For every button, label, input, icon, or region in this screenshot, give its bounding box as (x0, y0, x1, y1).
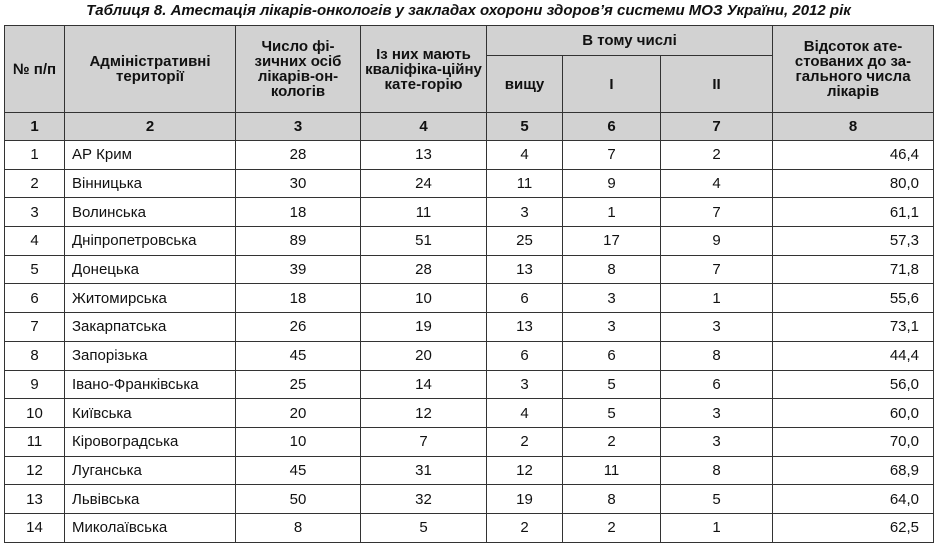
table-row (5, 227, 934, 256)
cell-second: 9 (661, 227, 773, 256)
cell-qualified: 28 (361, 255, 487, 284)
cell-total: 30 (236, 169, 361, 198)
cell-territory: Івано-Франківська (65, 370, 236, 399)
cell-first: 5 (563, 399, 661, 428)
cell-no: 4 (5, 227, 65, 256)
cell-first: 8 (563, 255, 661, 284)
column-number: 5 (487, 113, 563, 141)
cell-higher: 4 (487, 141, 563, 170)
cell-first: 2 (563, 427, 661, 456)
cell-higher: 4 (487, 399, 563, 428)
table-row (5, 456, 934, 485)
cell-second: 6 (661, 370, 773, 399)
cell-higher: 13 (487, 313, 563, 342)
cell-second: 4 (661, 169, 773, 198)
cell-qualified: 31 (361, 456, 487, 485)
cell-qualified: 51 (361, 227, 487, 256)
table-caption: Таблиця 8. Атестація лікарів-онкологів у закладах охорони здоров’я системи МОЗ України, 2012 рік (86, 2, 851, 19)
cell-total: 50 (236, 485, 361, 514)
cell-percent: 68,9 (773, 456, 934, 485)
cell-percent: 70,0 (773, 427, 934, 456)
cell-first: 11 (563, 456, 661, 485)
cell-higher: 11 (487, 169, 563, 198)
cell-higher: 2 (487, 513, 563, 542)
cell-percent: 80,0 (773, 169, 934, 198)
cell-territory: Миколаївська (65, 513, 236, 542)
table-row (5, 485, 934, 514)
table-row (5, 341, 934, 370)
cell-percent: 61,1 (773, 198, 934, 227)
cell-first: 6 (563, 341, 661, 370)
cell-no: 8 (5, 341, 65, 370)
cell-total: 10 (236, 427, 361, 456)
cell-total: 89 (236, 227, 361, 256)
table-row (5, 198, 934, 227)
cell-higher: 25 (487, 227, 563, 256)
table-row (5, 513, 934, 542)
cell-total: 26 (236, 313, 361, 342)
cell-no: 12 (5, 456, 65, 485)
header-second: II (661, 56, 773, 113)
cell-qualified: 19 (361, 313, 487, 342)
cell-total: 18 (236, 198, 361, 227)
cell-first: 2 (563, 513, 661, 542)
cell-second: 1 (661, 513, 773, 542)
attestation-table (4, 25, 934, 543)
header-qualified: Із них мають кваліфіка-ційну кате-горію (361, 26, 487, 113)
cell-higher: 3 (487, 370, 563, 399)
column-number: 4 (361, 113, 487, 141)
cell-no: 14 (5, 513, 65, 542)
header-no: № п/п (5, 26, 65, 113)
cell-total: 25 (236, 370, 361, 399)
table-row (5, 313, 934, 342)
cell-territory: Вінницька (65, 169, 236, 198)
cell-percent: 55,6 (773, 284, 934, 313)
cell-territory: АР Крим (65, 141, 236, 170)
table-row (5, 255, 934, 284)
cell-territory: Закарпатська (65, 313, 236, 342)
header-territory: Адміністративні території (65, 26, 236, 113)
column-number: 3 (236, 113, 361, 141)
cell-qualified: 14 (361, 370, 487, 399)
cell-total: 18 (236, 284, 361, 313)
cell-first: 1 (563, 198, 661, 227)
cell-qualified: 32 (361, 485, 487, 514)
cell-total: 20 (236, 399, 361, 428)
table-row (5, 284, 934, 313)
cell-territory: Дніпропетровська (65, 227, 236, 256)
header-first: I (563, 56, 661, 113)
cell-qualified: 7 (361, 427, 487, 456)
cell-first: 8 (563, 485, 661, 514)
cell-percent: 71,8 (773, 255, 934, 284)
cell-no: 9 (5, 370, 65, 399)
cell-percent: 60,0 (773, 399, 934, 428)
cell-first: 5 (563, 370, 661, 399)
cell-first: 9 (563, 169, 661, 198)
cell-first: 3 (563, 284, 661, 313)
cell-second: 7 (661, 255, 773, 284)
cell-qualified: 20 (361, 341, 487, 370)
cell-total: 45 (236, 456, 361, 485)
cell-percent: 57,3 (773, 227, 934, 256)
cell-first: 3 (563, 313, 661, 342)
cell-percent: 46,4 (773, 141, 934, 170)
cell-qualified: 13 (361, 141, 487, 170)
cell-percent: 44,4 (773, 341, 934, 370)
table-row (5, 427, 934, 456)
header-including: В тому числі (487, 26, 773, 56)
cell-no: 3 (5, 198, 65, 227)
column-number: 8 (773, 113, 934, 141)
cell-territory: Львівська (65, 485, 236, 514)
cell-second: 3 (661, 399, 773, 428)
cell-higher: 6 (487, 341, 563, 370)
cell-higher: 2 (487, 427, 563, 456)
cell-territory: Донецька (65, 255, 236, 284)
cell-territory: Запорізька (65, 341, 236, 370)
cell-qualified: 5 (361, 513, 487, 542)
table-row (5, 141, 934, 170)
cell-percent: 73,1 (773, 313, 934, 342)
cell-first: 7 (563, 141, 661, 170)
cell-no: 6 (5, 284, 65, 313)
cell-second: 8 (661, 341, 773, 370)
cell-qualified: 12 (361, 399, 487, 428)
cell-second: 3 (661, 313, 773, 342)
header-percent: Відсоток ате-стованих до за-гального числа лікарів (773, 26, 934, 113)
cell-no: 1 (5, 141, 65, 170)
cell-total: 8 (236, 513, 361, 542)
cell-second: 1 (661, 284, 773, 313)
cell-no: 2 (5, 169, 65, 198)
cell-second: 8 (661, 456, 773, 485)
cell-territory: Кіровоградська (65, 427, 236, 456)
column-number: 1 (5, 113, 65, 141)
cell-percent: 62,5 (773, 513, 934, 542)
cell-higher: 12 (487, 456, 563, 485)
cell-qualified: 10 (361, 284, 487, 313)
cell-no: 5 (5, 255, 65, 284)
cell-qualified: 11 (361, 198, 487, 227)
cell-percent: 56,0 (773, 370, 934, 399)
cell-first: 17 (563, 227, 661, 256)
cell-second: 5 (661, 485, 773, 514)
cell-total: 28 (236, 141, 361, 170)
header-higher: вищу (487, 56, 563, 113)
cell-no: 11 (5, 427, 65, 456)
cell-territory: Київська (65, 399, 236, 428)
cell-no: 7 (5, 313, 65, 342)
cell-second: 3 (661, 427, 773, 456)
cell-total: 39 (236, 255, 361, 284)
cell-second: 2 (661, 141, 773, 170)
cell-no: 10 (5, 399, 65, 428)
table-row (5, 370, 934, 399)
cell-higher: 6 (487, 284, 563, 313)
table-row (5, 399, 934, 428)
cell-higher: 19 (487, 485, 563, 514)
cell-second: 7 (661, 198, 773, 227)
cell-territory: Волинська (65, 198, 236, 227)
cell-qualified: 24 (361, 169, 487, 198)
cell-no: 13 (5, 485, 65, 514)
column-number: 7 (661, 113, 773, 141)
header-total: Число фі-зичних осіб лікарів-он-кологів (236, 26, 361, 113)
cell-higher: 13 (487, 255, 563, 284)
cell-percent: 64,0 (773, 485, 934, 514)
table-row (5, 169, 934, 198)
column-number: 2 (65, 113, 236, 141)
cell-territory: Житомирська (65, 284, 236, 313)
cell-territory: Луганська (65, 456, 236, 485)
column-number: 6 (563, 113, 661, 141)
cell-total: 45 (236, 341, 361, 370)
cell-higher: 3 (487, 198, 563, 227)
